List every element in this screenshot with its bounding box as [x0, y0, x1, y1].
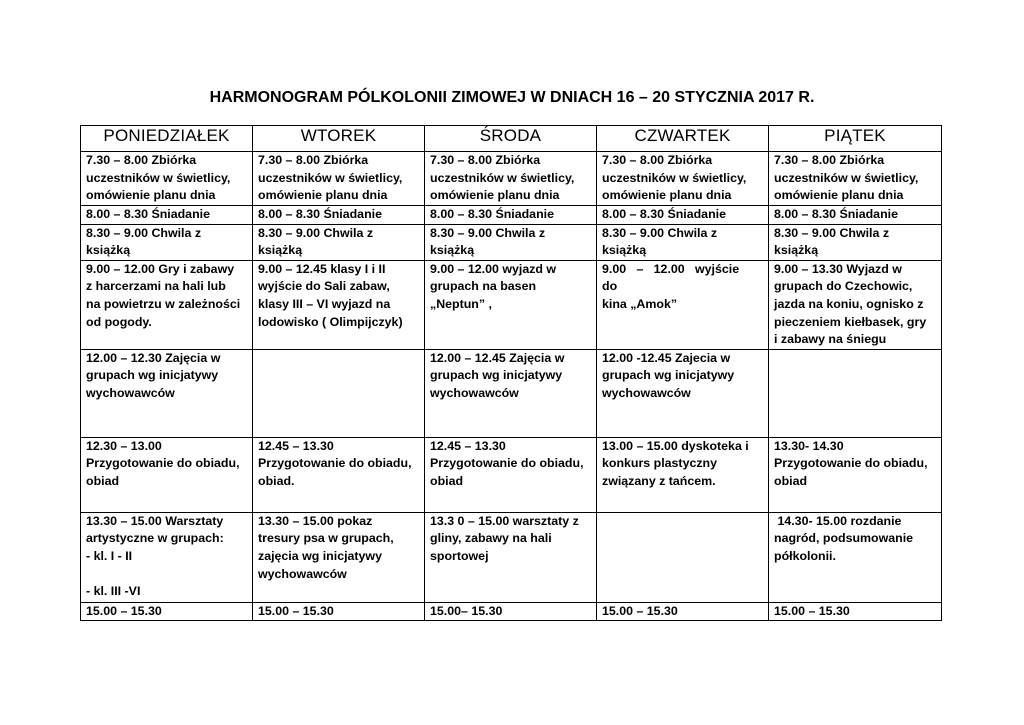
cell-line: 13.30 – 15.00 pokaz	[258, 513, 373, 528]
cell-line: Przygotowanie do obiadu,	[430, 456, 584, 471]
table-row	[81, 206, 942, 225]
page-title: HARMONOGRAM PÓLKOLONII ZIMOWEJ W DNIACH 16 – 20 STYCZNIA 2017 R.	[209, 89, 815, 106]
cell-line: 7.30 – 8.00 Zbiórka	[774, 153, 885, 167]
cell-line: uczestników w świetlicy,	[602, 170, 747, 185]
schedule-cell-monday	[81, 512, 253, 602]
day-header-wednesday: ŚRODA	[425, 126, 597, 152]
cell-line: omówienie planu dnia	[86, 188, 216, 203]
cell-line: 9.00 – 12.00 wyjazd w	[430, 261, 557, 276]
cell-line: grupach wg inicjatywy	[602, 368, 735, 383]
schedule-cell-thursday	[597, 260, 769, 349]
cell-line: 8.30 – 9.00 Chwila z	[774, 225, 890, 240]
cell-line: konkurs plastyczny	[602, 456, 718, 471]
schedule-cell-wednesday	[425, 224, 597, 260]
cell-line: związany z tańcem.	[602, 473, 716, 488]
cell-line: sportowej	[430, 548, 489, 563]
cell-line: grupach wg inicjatywy	[430, 368, 563, 383]
cell-line: 7.30 – 8.00 Zbiórka	[430, 153, 541, 167]
schedule-cell-friday	[769, 602, 942, 621]
cell-line: 9.00 – 13.30 Wyjazd w	[774, 261, 902, 276]
schedule-cell-thursday	[597, 152, 769, 206]
table-row	[81, 602, 942, 621]
cell-line: 12.45 – 13.30	[258, 438, 334, 453]
cell-line: 15.00– 15.30	[430, 603, 503, 618]
schedule-cell-monday	[81, 349, 253, 437]
cell-line: „Neptun” ,	[430, 296, 492, 311]
table-row	[81, 260, 942, 349]
cell-line: uczestników w świetlicy,	[86, 170, 231, 185]
cell-line: 8.00 – 8.30 Śniadanie	[258, 207, 382, 221]
cell-line: 8.00 – 8.30 Śniadanie	[602, 207, 726, 221]
cell-line: Przygotowanie do obiadu,	[774, 456, 928, 471]
table-row	[81, 437, 942, 512]
header-row	[81, 126, 942, 152]
schedule-cell-tuesday	[253, 152, 425, 206]
cell-line: wychowawców	[602, 385, 691, 400]
cell-line: 14.30- 15.00 rozdanie	[774, 513, 902, 528]
cell-line: 15.00 – 15.30	[774, 603, 850, 618]
cell-line: 9.00 – 12.00 wyjście do	[602, 261, 750, 294]
cell-line: jazda na koniu, ognisko z	[774, 296, 924, 311]
schedule-cell-thursday	[597, 224, 769, 260]
cell-line: 9.00 – 12.45 klasy I i II	[258, 261, 386, 276]
cell-line: i zabawy na śniegu	[774, 332, 887, 347]
day-header-thursday: CZWARTEK	[597, 126, 769, 152]
cell-line: książką	[774, 243, 819, 258]
cell-line: 12.45 – 13.30	[430, 438, 506, 453]
schedule-cell-thursday	[597, 512, 769, 602]
cell-line: 15.00 – 15.30	[602, 603, 678, 618]
schedule-cell-friday	[769, 206, 942, 225]
cell-line: 8.30 – 9.00 Chwila z	[258, 225, 374, 240]
cell-line: 15.00 – 15.30	[86, 603, 162, 618]
schedule-cell-tuesday	[253, 349, 425, 437]
table-row	[81, 349, 942, 437]
cell-line: 8.30 – 9.00 Chwila z	[86, 225, 202, 240]
cell-line: uczestników w świetlicy,	[430, 170, 575, 185]
schedule-body	[81, 152, 942, 621]
cell-line: uczestników w świetlicy,	[774, 170, 919, 185]
cell-line: omówienie planu dnia	[258, 188, 388, 203]
schedule-cell-thursday	[597, 602, 769, 621]
schedule-cell-tuesday	[253, 206, 425, 225]
schedule-cell-friday	[769, 349, 942, 437]
schedule-cell-monday	[81, 206, 253, 225]
cell-line: - kl. III -VI	[86, 584, 141, 599]
cell-line: wyjście do Sali zabaw,	[258, 279, 390, 294]
cell-line: 15.00 – 15.30	[258, 603, 334, 618]
cell-line: tresury psa w grupach,	[258, 531, 394, 546]
schedule-cell-wednesday	[425, 512, 597, 602]
schedule-cell-tuesday	[253, 512, 425, 602]
cell-line: pieczeniem kiełbasek, gry	[774, 314, 927, 329]
cell-line: 7.30 – 8.00 Zbiórka	[86, 153, 197, 167]
cell-line: obiad	[430, 473, 464, 488]
schedule-cell-monday	[81, 260, 253, 349]
cell-line: od pogody.	[86, 314, 152, 329]
schedule-cell-wednesday	[425, 152, 597, 206]
schedule-cell-tuesday	[253, 224, 425, 260]
cell-line: zajęcia wg inicjatywy	[258, 548, 382, 563]
cell-line: omówienie planu dnia	[430, 188, 560, 203]
cell-line: Przygotowanie do obiadu,	[86, 456, 240, 471]
cell-line: 13.30 – 15.00 Warsztaty	[86, 513, 224, 528]
schedule-cell-monday	[81, 437, 253, 512]
cell-line: omówienie planu dnia	[774, 188, 904, 203]
schedule-cell-friday	[769, 224, 942, 260]
cell-line: - kl. I - II	[86, 548, 133, 563]
schedule-cell-friday	[769, 437, 942, 512]
day-header-tuesday: WTOREK	[253, 126, 425, 152]
schedule-cell-friday	[769, 152, 942, 206]
schedule-table	[80, 125, 942, 621]
cell-line: obiad.	[258, 473, 295, 488]
cell-line: na powietrzu w zależności	[86, 296, 241, 311]
cell-line: 12.00 – 12.30 Zajęcia w	[86, 350, 221, 365]
cell-line: omówienie planu dnia	[602, 188, 732, 203]
cell-line: wychowawców	[430, 385, 519, 400]
schedule-cell-monday	[81, 602, 253, 621]
cell-line: uczestników w świetlicy,	[258, 170, 403, 185]
table-row	[81, 512, 942, 602]
cell-line: 7.30 – 8.00 Zbiórka	[602, 153, 713, 167]
cell-line: 13.00 – 15.00 dyskoteka i	[602, 438, 749, 453]
cell-line: 12.00 – 12.45 Zajęcia w	[430, 350, 565, 365]
cell-line: książką	[430, 243, 475, 258]
cell-line: klasy III – VI wyjazd na	[258, 296, 391, 311]
schedule-cell-tuesday	[253, 260, 425, 349]
schedule-cell-tuesday	[253, 602, 425, 621]
schedule-cell-wednesday	[425, 206, 597, 225]
cell-line: z harcerzami na hali lub	[86, 279, 226, 294]
schedule-cell-thursday	[597, 437, 769, 512]
schedule-cell-tuesday	[253, 437, 425, 512]
cell-line: grupach wg inicjatywy	[86, 368, 219, 383]
schedule-cell-monday	[81, 152, 253, 206]
schedule-cell-monday	[81, 224, 253, 260]
cell-line: nagród, podsumowanie	[774, 531, 914, 546]
cell-line: kina „Amok”	[602, 296, 678, 311]
cell-line: 8.30 – 9.00 Chwila z	[602, 225, 718, 240]
cell-line: 9.00 – 12.00 Gry i zabawy	[86, 261, 235, 276]
cell-line: 7.30 – 8.00 Zbiórka	[258, 153, 369, 167]
cell-line: książką	[602, 243, 647, 258]
schedule-cell-wednesday	[425, 602, 597, 621]
cell-line: obiad	[86, 473, 120, 488]
cell-line: grupach do Czechowic,	[774, 279, 913, 294]
cell-line: 8.00 – 8.30 Śniadanie	[430, 207, 554, 221]
cell-line: książką	[258, 243, 303, 258]
table-row	[81, 224, 942, 260]
cell-line: obiad	[774, 473, 808, 488]
schedule-cell-wednesday	[425, 437, 597, 512]
day-header-friday: PIĄTEK	[769, 126, 942, 152]
schedule-cell-friday	[769, 512, 942, 602]
cell-line: 13.30- 14.30	[774, 438, 844, 453]
cell-line: 8.00 – 8.30 Śniadanie	[774, 207, 898, 221]
schedule-cell-friday	[769, 260, 942, 349]
cell-line: książką	[86, 243, 131, 258]
cell-line: 8.00 – 8.30 Śniadanie	[86, 207, 210, 221]
cell-line: 8.30 – 9.00 Chwila z	[430, 225, 546, 240]
cell-line: artystyczne w grupach:	[86, 531, 224, 546]
day-header-monday: PONIEDZIAŁEK	[81, 126, 253, 152]
cell-line: wychowawców	[258, 566, 347, 581]
cell-line: lodowisko ( Olimpijczyk)	[258, 314, 403, 329]
table-row	[81, 152, 942, 206]
schedule-cell-wednesday	[425, 260, 597, 349]
cell-line: 12.30 – 13.00	[86, 438, 162, 453]
cell-line: 12.00 -12.45 Zajecia w	[602, 350, 731, 365]
cell-line	[86, 566, 247, 584]
cell-line: wychowawców	[86, 385, 175, 400]
schedule-cell-wednesday	[425, 349, 597, 437]
schedule-cell-thursday	[597, 349, 769, 437]
cell-line: 13.3 0 – 15.00 warsztaty z	[430, 513, 579, 528]
cell-line: półkolonii.	[774, 548, 836, 563]
cell-line: gliny, zabawy na hali	[430, 531, 552, 546]
schedule-cell-thursday	[597, 206, 769, 225]
cell-line: Przygotowanie do obiadu,	[258, 456, 412, 471]
cell-line: grupach na basen	[430, 279, 537, 294]
